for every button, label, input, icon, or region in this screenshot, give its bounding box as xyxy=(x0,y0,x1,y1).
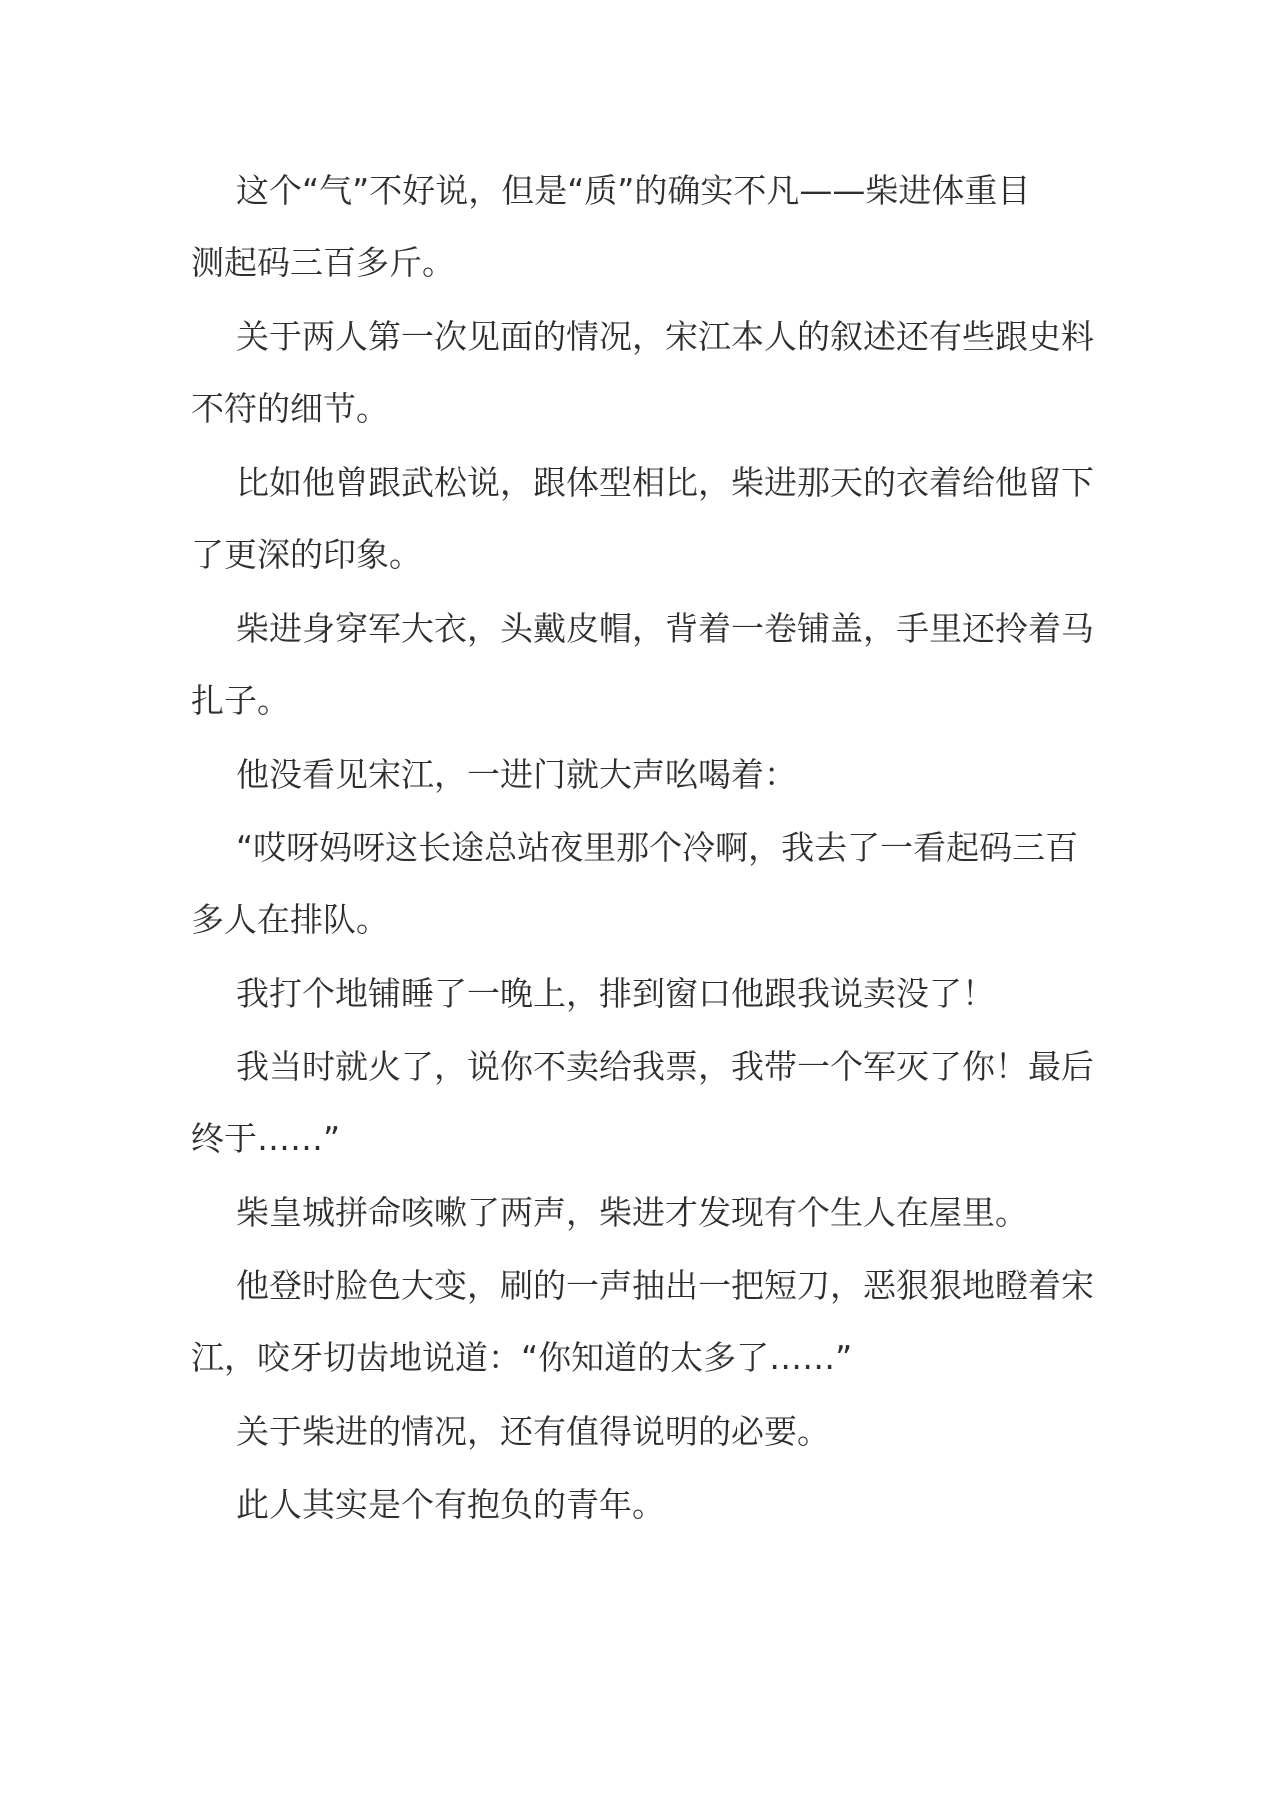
paragraph-5-line-1: 他没看见宋江，一进门就大声吆喝着： xyxy=(236,755,797,794)
paragraph-8-line-2: 终于……” xyxy=(191,1119,341,1158)
paragraph-3-line-1: 比如他曾跟武松说，跟体型相比，柴进那天的衣着给他留下 xyxy=(236,463,1094,502)
paragraph-11 xyxy=(191,1396,1082,1468)
paragraph-2-line-1: 关于两人第一次见面的情况，宋江本人的叙述还有些跟史料 xyxy=(236,317,1094,356)
paragraph-8-line-1: 我当时就火了，说你不卖给我票，我带一个军灭了你！最后 xyxy=(236,1047,1094,1086)
paragraph-6-line-2: 多人在排队。 xyxy=(191,900,389,939)
paragraph-4-line-2: 扎子。 xyxy=(191,681,290,720)
paragraph-5 xyxy=(191,739,1082,811)
paragraph-10 xyxy=(191,1250,1094,1394)
paragraph-2-line-2: 不符的细节。 xyxy=(191,389,389,428)
paragraph-1-line-2: 测起码三百多斤。 xyxy=(191,243,455,282)
paragraph-6-line-1: “哎呀妈呀这长途总站夜里那个冷啊，我去了一看起码三百 xyxy=(236,828,1079,867)
paragraph-10-line-1: 他登时脸色大变，刷的一声抽出一把短刀，恶狠狠地瞪着宋 xyxy=(236,1266,1094,1305)
paragraph-9 xyxy=(191,1177,1082,1249)
paragraph-2 xyxy=(191,301,1094,445)
paragraph-7-line-1: 我打个地铺睡了一晚上，排到窗口他跟我说卖没了！ xyxy=(236,974,995,1013)
paragraph-1-line-1: 这个“气”不好说，但是“质”的确实不凡——柴进体重目 xyxy=(236,171,1031,210)
paragraph-1 xyxy=(191,155,1082,299)
paragraph-12-line-1: 此人其实是个有抱负的青年。 xyxy=(236,1485,665,1524)
paragraph-6 xyxy=(191,812,1082,956)
paragraph-10-line-2: 江，咬牙切齿地说道：“你知道的太多了……” xyxy=(191,1338,853,1377)
paragraph-3 xyxy=(191,447,1094,591)
paragraph-11-line-1: 关于柴进的情况，还有值得说明的必要。 xyxy=(236,1412,830,1451)
paragraph-9-line-1: 柴皇城拼命咳嗽了两声，柴进才发现有个生人在屋里。 xyxy=(236,1193,1028,1232)
paragraph-3-line-2: 了更深的印象。 xyxy=(191,535,422,574)
paragraph-12 xyxy=(191,1469,1082,1541)
paragraph-7 xyxy=(191,958,1082,1030)
paragraph-4 xyxy=(191,593,1094,737)
paragraph-8 xyxy=(191,1031,1094,1175)
paragraph-4-line-1: 柴进身穿军大衣，头戴皮帽，背着一卷铺盖，手里还拎着马 xyxy=(236,609,1094,648)
